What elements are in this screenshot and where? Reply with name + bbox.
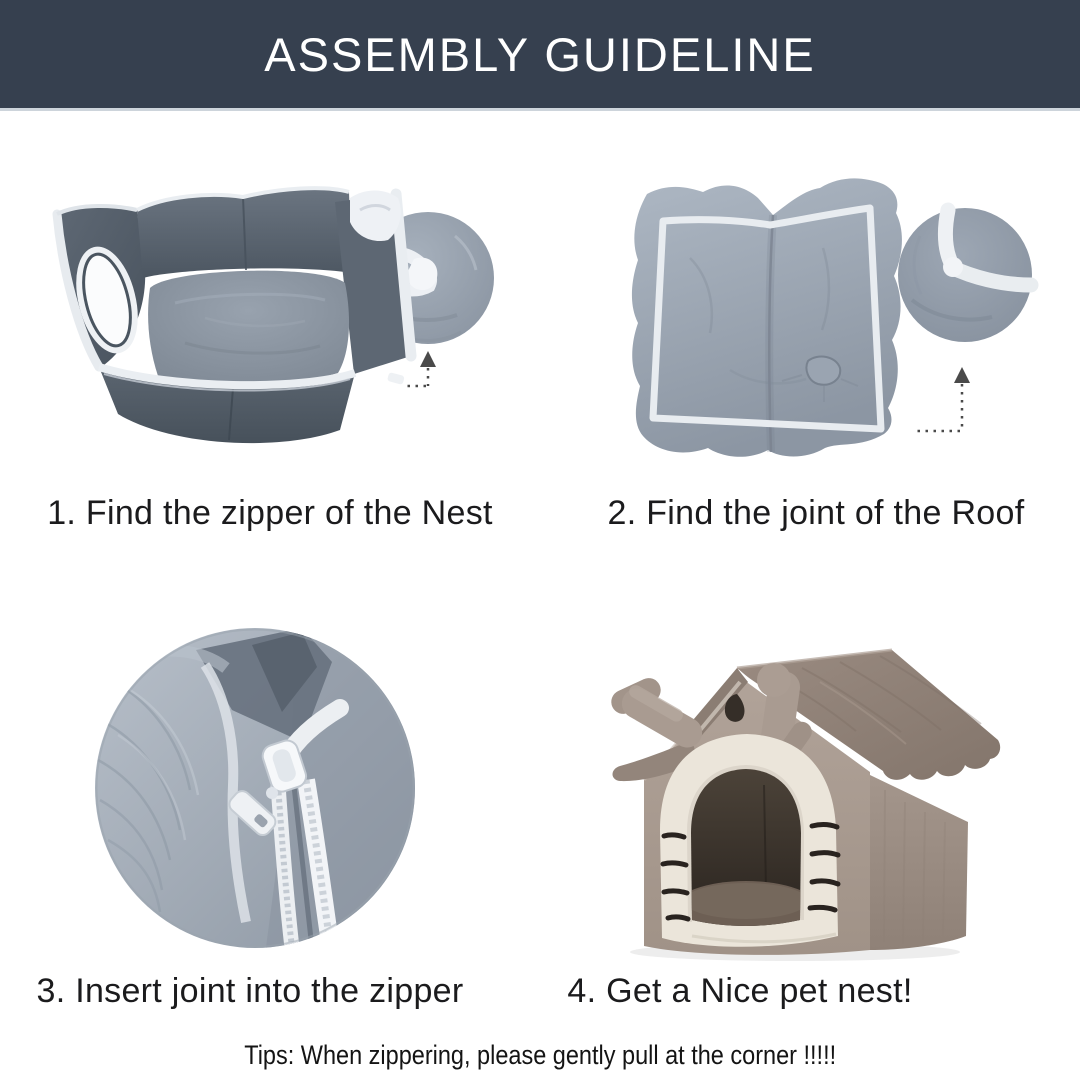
- poster-title: ASSEMBLY GUIDELINE: [264, 27, 816, 81]
- step3-caption: 3. Insert joint into the zipper: [36, 972, 464, 1010]
- step1-illustration-nest: [0, 118, 540, 495]
- pet-house-photo: [540, 590, 1080, 968]
- step4-caption: 4. Get a Nice pet nest!: [567, 972, 913, 1010]
- tips-note: [0, 1040, 1080, 1071]
- antler-plush-left: [607, 674, 707, 753]
- pet-house: [607, 650, 1000, 961]
- step1-caption: 1. Find the zipper of the Nest: [47, 494, 493, 532]
- step2-illustration-roof: [540, 118, 1080, 495]
- door: [660, 734, 838, 947]
- step4-illustration-house: [540, 590, 1080, 973]
- header-banner: [0, 0, 1080, 111]
- step3-illustration-zipper: [0, 590, 540, 973]
- roof-photo: [540, 118, 1080, 490]
- roof-pad: [632, 178, 902, 456]
- callout-arrow-roof: [916, 367, 970, 431]
- nest-base: [57, 188, 411, 443]
- zoom-callout-roof-joint: [898, 208, 1032, 342]
- zipper-closeup-circle: [90, 620, 420, 955]
- nest-photo: [0, 118, 540, 490]
- tips-text: Tips: When zippering, please gently pull at the corner !!!!!: [244, 1040, 836, 1070]
- step2-caption: 2. Find the joint of the Roof: [607, 494, 1025, 532]
- zipper-closeup-photo: [0, 590, 540, 968]
